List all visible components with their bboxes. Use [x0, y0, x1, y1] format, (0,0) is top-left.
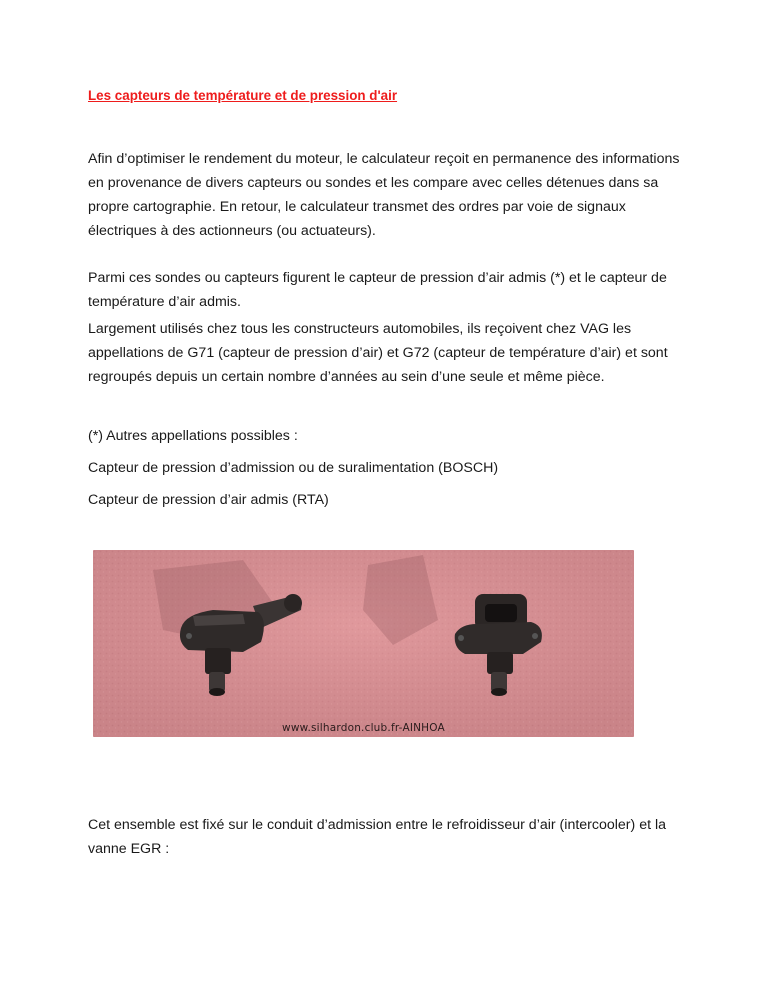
paragraph-intro: Afin d’optimiser le rendement du moteur, le calculateur reçoit en permanence des informations en provenance de divers capteurs ou sondes et les compare avec celles détenues dans sa propre cartographie. En retour, le calculateur transmet des ordres par voie de signaux électriques à des actionneurs (ou actuateurs). — [88, 151, 680, 239]
paragraph-mounting: Cet ensemble est fixé sur le conduit d’admission entre le refroidisseur d’air (intercooler) et la vanne EGR : — [88, 817, 667, 857]
paragraph-bosch-name: Capteur de pression d’admission ou de suralimentation (BOSCH) — [88, 460, 499, 476]
paragraph-other-names-heading: (*) Autres appellations possibles : — [88, 428, 298, 444]
paragraph-vag: Largement utilisés chez tous les constructeurs automobiles, ils reçoivent chez VAG les appellations de G71 (capteur de pression d’air) et G72 (capteur de température d’air) et sont regroupés depuis un certain nombre d’années au sein d’une seule et même pièce. — [88, 321, 668, 385]
sensor-photo-illustration — [93, 550, 634, 737]
paragraph-rta-name: Capteur de pression d’air admis (RTA) — [88, 492, 329, 508]
sensor-photo — [93, 550, 634, 737]
photo-watermark: www.silhardon.club.fr-AINHOA — [282, 722, 445, 734]
paragraph-sensors: Parmi ces sondes ou capteurs figurent le capteur de pression d’air admis (*) et le capteur de température d’air admis. — [88, 270, 667, 310]
document-title: Les capteurs de température et de pression d'air — [88, 88, 398, 103]
